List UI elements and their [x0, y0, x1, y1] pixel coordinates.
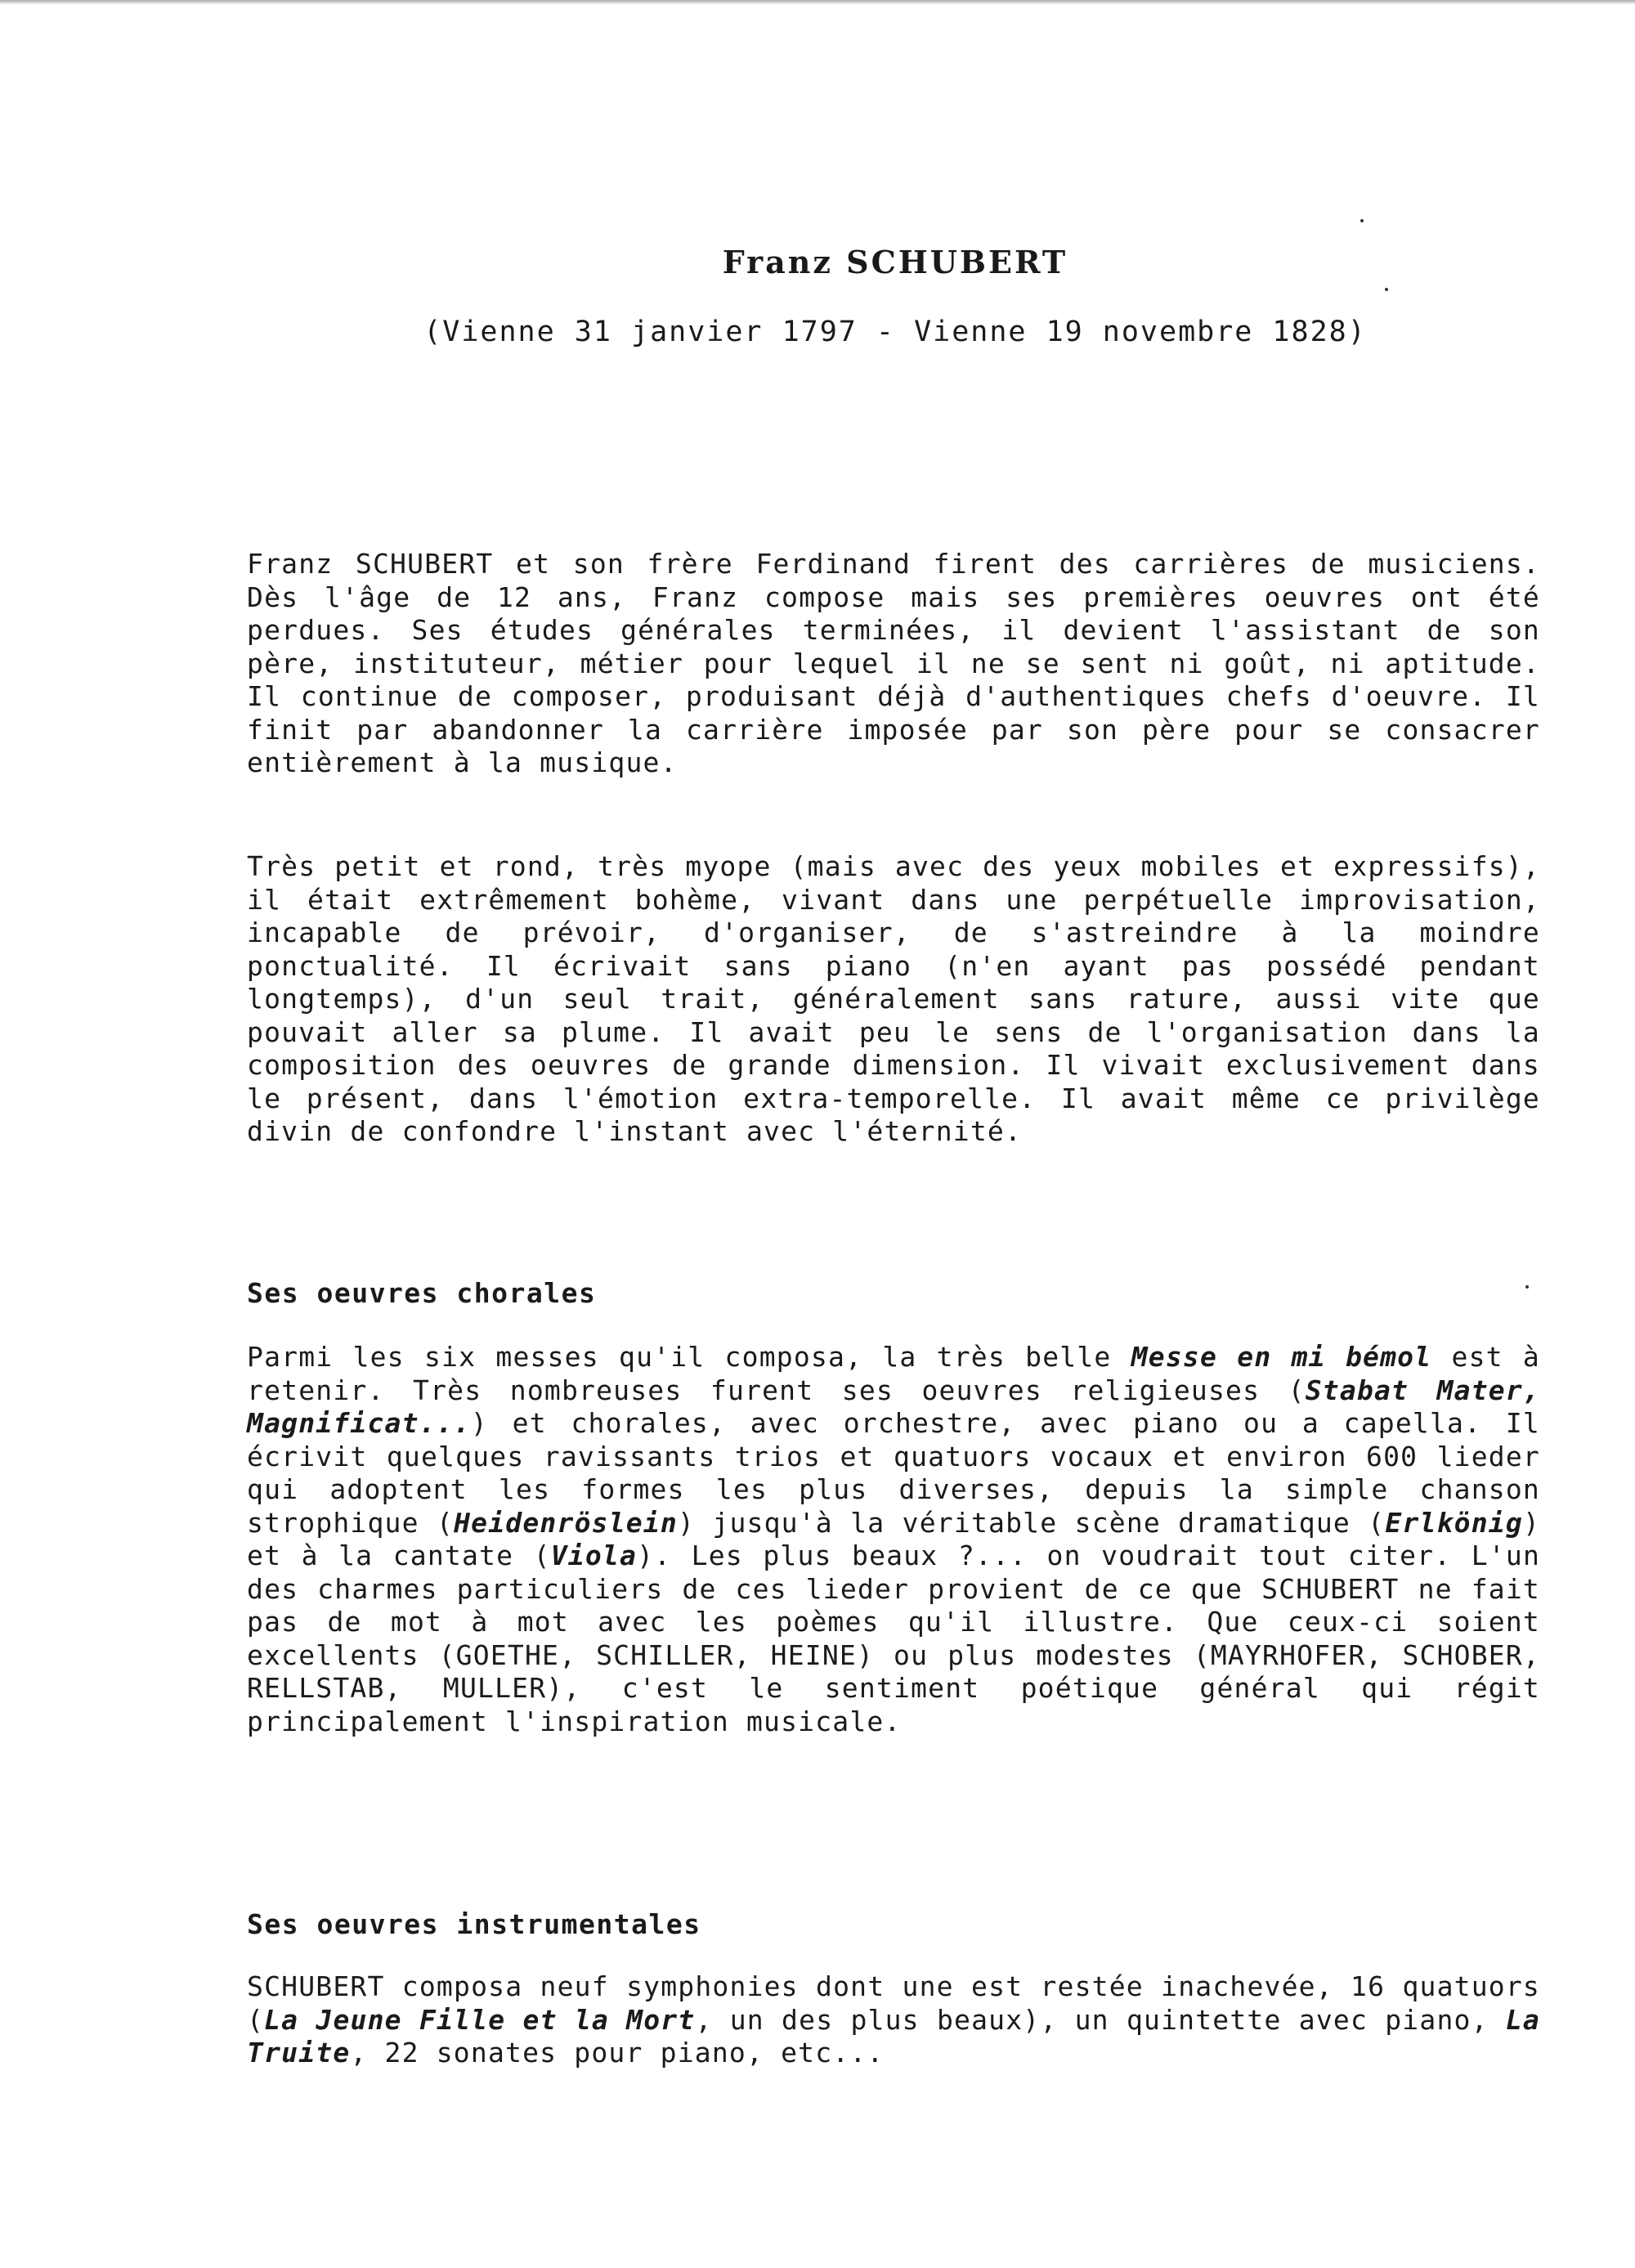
section-heading-instrumentales: Ses oeuvres instrumentales: [247, 1908, 701, 1940]
chorales-paragraph: [247, 1341, 1540, 1738]
text-run: ) jusqu'à la véritable scène dramatique (: [677, 1506, 1386, 1539]
work-title: La Truite: [247, 2003, 1540, 2069]
text-run: SCHUBERT composa neuf symphonies dont une est restée inachevée, 16 quatuors (: [247, 1970, 1540, 2036]
work-title: Erlkönig: [1385, 1506, 1523, 1539]
text-run: est à retenir. Très nombreuses furent ses oeuvres religieuses (: [247, 1341, 1540, 1406]
work-title: Viola: [550, 1540, 638, 1571]
text-run: , 22 sonates pour piano, etc...: [350, 2037, 885, 2069]
text-run: ) et à la cantate (: [247, 1506, 1541, 1571]
text-run: , un des plus beaux), un quintette avec piano,: [695, 2003, 1506, 2036]
scan-speck: [1360, 219, 1364, 222]
work-title: Messe en mi bémol: [1131, 1341, 1432, 1373]
text-run: ) et chorales, avec orchestre, avec piano ou a capella. Il écrivit quelques ravissants trios et quatuors vocaux et environ 600 lieder qui adoptent les formes les plus diverses, depuis la simple chanson strophique (: [247, 1407, 1540, 1539]
instrumentales-paragraph: [247, 1970, 1540, 2070]
section-heading-chorales: Ses oeuvres chorales: [247, 1277, 597, 1309]
work-title: La Jeune Fille et la Mort: [264, 2003, 696, 2036]
intro-paragraph-1: Franz SCHUBERT et son frère Ferdinand firent des carrières de musiciens. Dès l'âge de 12 ans, Franz compose mais ses premières oeuvres ont été perdues. Ses études générales terminées, il devient l'assistant de son père, instituteur, métier pour lequel il ne se sent ni goût, ni aptitude. Il continue de composer, produisant déjà d'authentiques chefs d'oeuvre. Il finit par abandonner la carrière imposée par son père pour se consacrer entièrement à la musique.: [247, 548, 1540, 778]
text-run: Parmi les six messes qu'il composa, la très belle: [247, 1341, 1131, 1373]
scan-edge: [0, 0, 1635, 5]
text-run: ). Les plus beaux ?... on voudrait tout citer. L'un des charmes particuliers de ces lieder provient de ce que SCHUBERT ne fait pas de mot à mot avec les poèmes qu'il illustre. Que ceux-ci soient excellents (GOETHE, SCHILLER, HEINE) ou plus modestes (MAYRHOFER, SCHOBER, RELLSTAB, MULLER), c'est le sentiment poétique général qui régit principalement l'inspiration musicale.: [247, 1540, 1541, 1737]
page-title: Franz SCHUBERT: [722, 244, 1068, 280]
work-title: Heidenröslein: [454, 1506, 678, 1539]
intro-paragraph-2: Très petit et rond, très myope (mais avec des yeux mobiles et expressifs), il était extrêmement bohème, vivant dans une perpétuelle improvisation, incapable de prévoir, d'organiser, de s'astreindre à la moindre ponctualité. Il écrivait sans piano (n'en ayant pas possédé pendant longtemps), d'un seul trait, généralement sans rature, aussi vite que pouvait aller sa plume. Il avait peu le sens de l'organisation dans la composition des oeuvres de grande dimension. Il vivait exclusivement dans le présent, dans l'émotion extra-temporelle. Il avait même ce privilège divin de confondre l'instant avec l'éternité.: [247, 850, 1540, 1147]
work-title: Stabat Mater, Magnificat...: [247, 1374, 1540, 1439]
life-dates: (Vienne 31 janvier 1797 - Vienne 19 novembre 1828): [423, 316, 1367, 348]
scan-speck: [1525, 1285, 1529, 1289]
scan-speck: [1385, 288, 1388, 291]
